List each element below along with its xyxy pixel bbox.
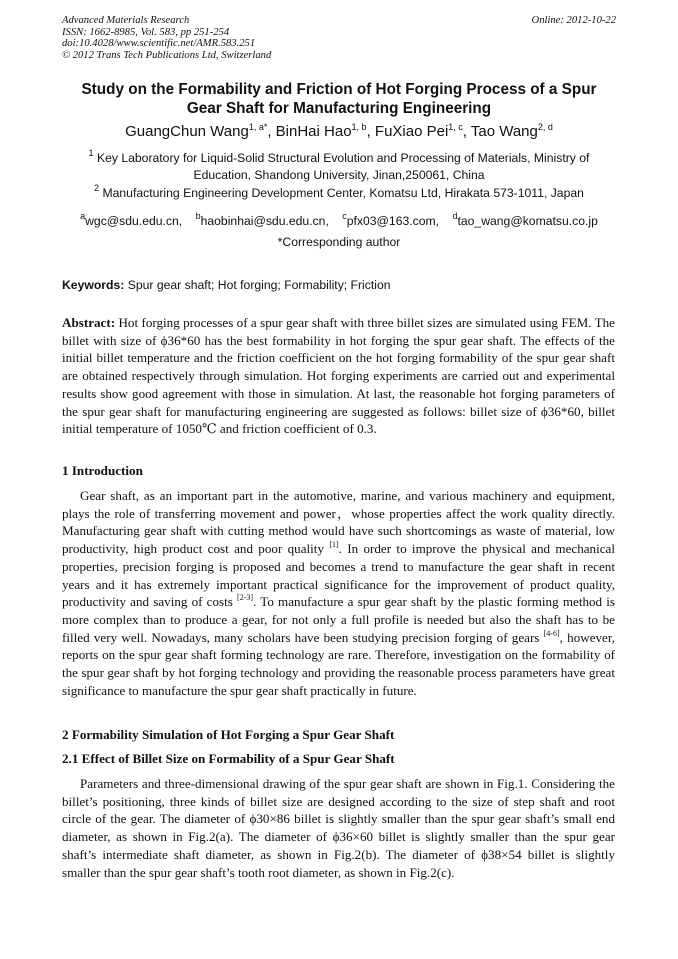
section-heading-introduction: 1 Introduction bbox=[62, 463, 143, 478]
email-sup: d bbox=[452, 211, 458, 221]
abstract-text: Hot forging processes of a spur gear shaft with three billet sizes are simulated using FEM. The billet with size of ϕ36*60 has the best formability in hot forging the spur gear shaft. The effects of the initial billet temperature and the friction coefficient on the hot forging formability of the spur gear shaft are obtained respectively through simulation. Hot forging experiments are carried out and experimental results show good agreement with those in simulation. At last, the reasonable hot forging parameters of the spur gear shaft for manufacturing engineering are suggested as follows: billet size of ϕ36*60, billet initial temperature of 1050℃ and friction coefficient of 0.3. bbox=[62, 315, 615, 437]
abstract-label: Abstract: bbox=[62, 315, 116, 330]
author-name: GuangChun Wang bbox=[125, 123, 249, 140]
email-sup: a bbox=[80, 211, 86, 221]
affiliation-number: 2 bbox=[94, 183, 100, 193]
email-address[interactable]: haobinhai@sdu.edu.cn, bbox=[200, 214, 329, 228]
author-name: Tao Wang bbox=[470, 123, 538, 140]
journal-copyright: © 2012 Trans Tech Publications Ltd, Switzerland bbox=[62, 49, 272, 61]
email-item bbox=[342, 211, 440, 228]
citation[interactable]: [1] bbox=[329, 540, 339, 550]
citation[interactable]: [4-6] bbox=[543, 628, 560, 638]
journal-header bbox=[62, 15, 271, 61]
email-address[interactable]: pfx03@163.com, bbox=[346, 214, 440, 228]
author-name: FuXiao Pei bbox=[374, 123, 449, 140]
keywords-text: Spur gear shaft; Hot forging; Formability; Friction bbox=[124, 278, 391, 292]
paper-title: Study on the Formability and Friction of Hot Forging Process of a Spur Gear Shaft for Manufacturing Engineering bbox=[81, 81, 597, 117]
email-item bbox=[80, 211, 183, 228]
keywords bbox=[62, 278, 616, 292]
journal-issn: ISSN: 1662-8985, Vol. 583, pp 251-254 bbox=[62, 26, 230, 38]
author-affil-sup: 1, b bbox=[351, 122, 367, 132]
abstract bbox=[62, 314, 615, 438]
email-item bbox=[452, 211, 598, 228]
subsection-heading-billet-size: 2.1 Effect of Billet Size on Formability of a Spur Gear Shaft bbox=[62, 751, 395, 766]
journal-doi: doi:10.4028/www.scientific.net/AMR.583.251 bbox=[62, 38, 256, 50]
affiliation-1 bbox=[62, 150, 616, 184]
intro-text: . In order to improve the physical and mechanical properties, precision forging is proposed and becomes a trend to manufacture the gear shaft in recent years and it has extremely important practical significance for the improvement of product quality, productivity and saving of costs bbox=[62, 541, 616, 610]
author-affil-sup: 1, a* bbox=[248, 122, 268, 132]
affiliation-text: Manufacturing Engineering Development Center, Komatsu Ltd, Hirakata 573-1011, Japan bbox=[102, 186, 584, 200]
author-affil-sup: 2, d bbox=[537, 122, 553, 132]
keywords-label: Keywords: bbox=[62, 278, 125, 292]
email-sup: b bbox=[195, 211, 201, 221]
journal-name: Advanced Materials Research bbox=[62, 15, 190, 26]
email-item bbox=[195, 211, 329, 228]
author-emails bbox=[62, 213, 616, 229]
intro-text: . To manufacture a spur gear shaft by the plastic forming method is more complex than to produce a gear, for not only a full profile is needed but also the shaft has to be filled very well. Nowadays, many scholars have been studying precision forging of gears bbox=[62, 594, 615, 645]
affiliation-text: Key Laboratory for Liquid-Solid Structural Evolution and Processing of Materials, Ministry of Education, Shandong University, Jinan,250061, China bbox=[96, 151, 590, 182]
introduction-paragraph bbox=[62, 487, 615, 699]
corresponding-author-note: *Corresponding author bbox=[277, 235, 401, 249]
online-date: Online: 2012-10-22 bbox=[531, 15, 616, 26]
email-address[interactable]: wgc@sdu.edu.cn, bbox=[85, 214, 183, 228]
author-affil-sup: 1, c bbox=[448, 122, 463, 132]
email-sup: c bbox=[342, 211, 347, 221]
email-address[interactable]: tao_wang@komatsu.co.jp bbox=[457, 214, 598, 228]
section2-paragraph: Parameters and three-dimensional drawing of the spur gear shaft are shown in Fig.1. Considering the billet’s positioning, three kinds of billet size are designed according to the size of step shaft and root circle of the gear. The diameter of ϕ30×86 billet is slightly smaller than the spur gear shaft’s small end diameter, as shown in Fig.2(a). The diameter of ϕ36×60 billet is slightly smaller than the spur gear shaft’s intermediate shaft diameter, as shown in Fig.2(b). The diameter of ϕ38×54 billet is slightly smaller than the spur gear shaft’s tooth root diameter, as shown in Fig.2(c). bbox=[62, 776, 615, 880]
author-name: BinHai Hao bbox=[275, 123, 352, 140]
section-heading-formability: 2 Formability Simulation of Hot Forging a Spur Gear Shaft bbox=[62, 727, 395, 742]
intro-text: , however, reports on the spur gear shaft forming technology are rare. Therefore, investigation on the formability of the spur gear shaft by hot forging technology and providing the reasonable process parameters have great significance to manufacture the spur gear shaft practically in future. bbox=[62, 629, 615, 698]
author-list: GuangChun Wang$^{1, a*}$, BinHai Hao$^{1, b}$, FuXiao Pei$^{1, c}$, Tao Wang$^{2, d}$ bbox=[125, 122, 553, 140]
affiliation-number: 1 bbox=[88, 148, 94, 158]
intro-text: Gear shaft, as an important part in the automotive, marine, and various machinery and equipment, plays the role of transferring movement and power，whose properties affect the work quality directly. Manufacturing gear shaft with cutting method would have such shortcomings as waste of material, low productivity, high product cost and poor quality bbox=[62, 488, 615, 557]
citation[interactable]: [2-3] bbox=[237, 593, 254, 603]
affiliation-2 bbox=[62, 185, 616, 202]
